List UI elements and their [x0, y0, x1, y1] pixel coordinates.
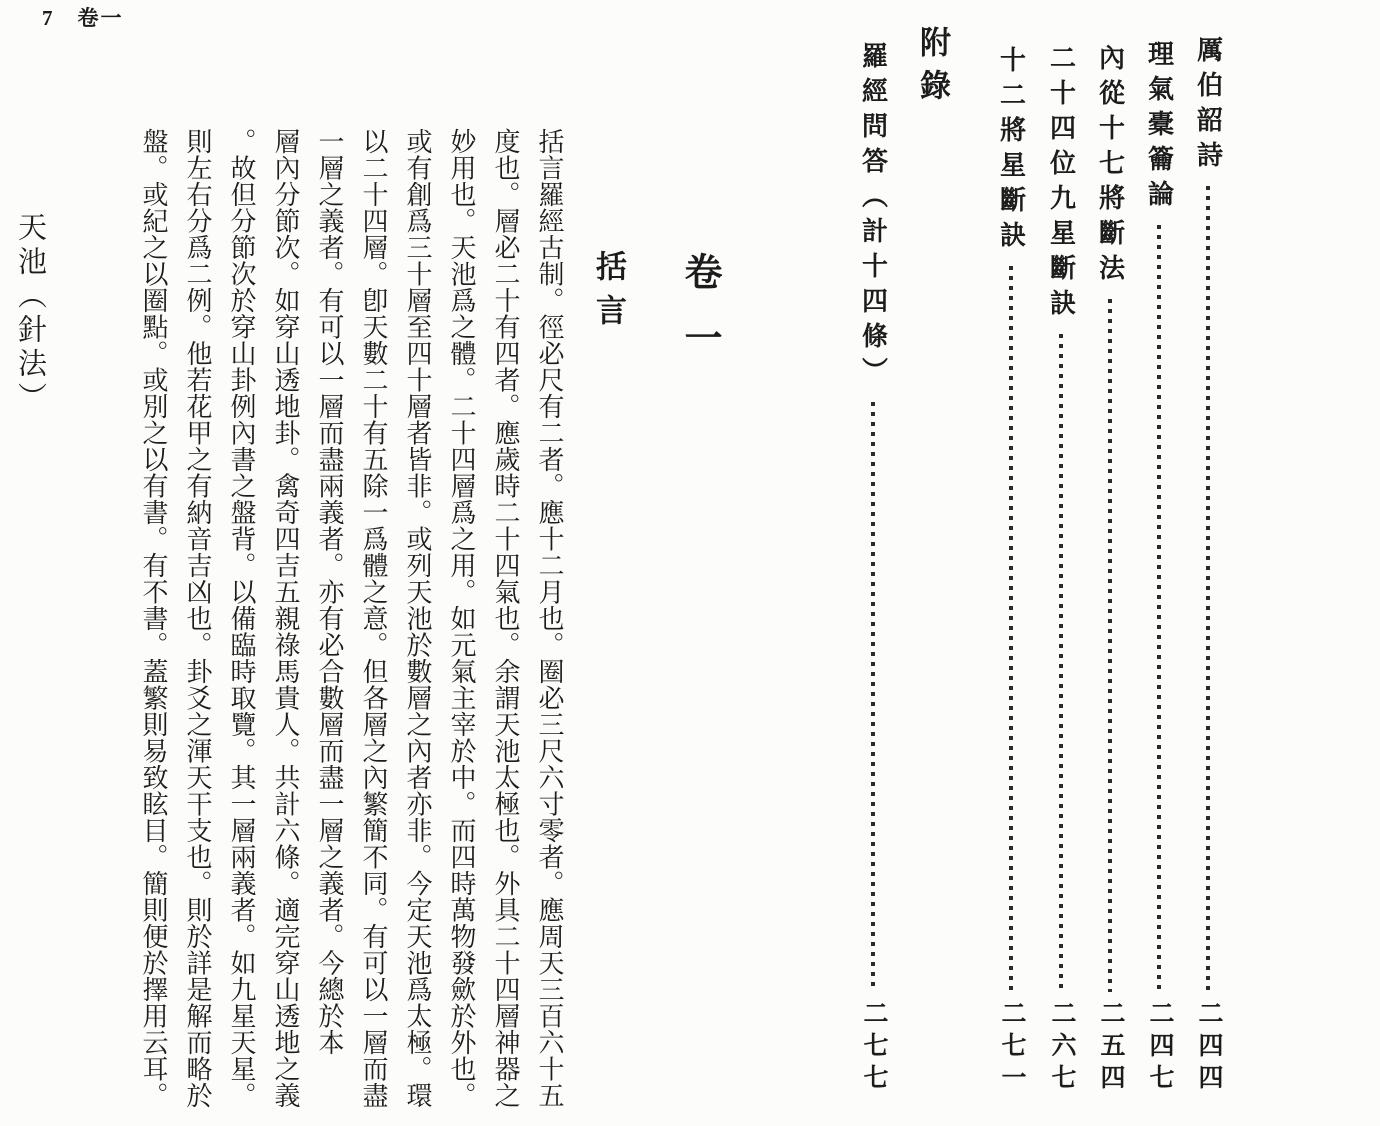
toc-page-number: 二六七 [1048, 1000, 1075, 1096]
body-text [127, 128, 571, 1114]
appendix-heading: 附錄 [915, 26, 950, 112]
toc-entry [1038, 44, 1084, 1096]
toc-entry-title: 羅經問答（計十四條） [858, 42, 888, 392]
section-heading: 括言 [591, 250, 626, 338]
body-column: 層內分節次。如穿山透地卦。禽奇四吉五親祿馬貴人。共計六條。適完穿山透地之義 [271, 128, 300, 1109]
toc-entry-title: 理氣橐籥論 [1144, 40, 1174, 215]
body-column: 妙用也。天池爲之體。二十四層爲之用。如元氣主宰於中。而四時萬物發歛於外也。 [447, 128, 476, 1109]
body-column: 括言羅經古制。徑必尺有二者。應十二月也。圈必三尺六寸零者。應周天三百六十五 [535, 128, 564, 1109]
toc-page-number: 二七七 [860, 1000, 887, 1096]
toc-page-number: 二四四 [1195, 1000, 1222, 1096]
toc-entry [1136, 40, 1182, 1096]
toc-entry [1087, 44, 1133, 1096]
dotted-leader [1206, 186, 1210, 992]
toc-page-number: 二四七 [1146, 1000, 1173, 1096]
body-column: 度也。層必二十有四者。應歲時二十四氣也。余謂天池太極也。外具二十四層神器之 [491, 128, 520, 1109]
volume-heading: 卷一 [678, 252, 720, 384]
dotted-leader [1059, 334, 1063, 992]
body-column: 以二十四層。卽天數二十有五除一爲體之意。但各層之內繁簡不同。有可以一層而盡 [359, 128, 388, 1109]
dotted-leader [1108, 299, 1112, 992]
toc-entry [850, 42, 896, 1096]
toc-entry-title: 厲伯韶詩 [1193, 36, 1223, 176]
dotted-leader [871, 402, 875, 992]
body-column: 或有創爲三十層至四十層者皆非。或列天池於數層之內者亦非。今定天池爲太極。環 [403, 128, 432, 1109]
toc-entry [988, 46, 1034, 1096]
toc-page-number: 二七一 [998, 1000, 1025, 1096]
toc-page-number: 二五四 [1097, 1000, 1124, 1096]
margin-label: 天池（針法） [14, 212, 46, 416]
toc-entry-title: 十二將星斷訣 [996, 46, 1026, 256]
body-column: 則左右分爲二例。他若花甲之有納音吉凶也。卦爻之渾天干支也。則於詳是解而略於 [183, 128, 212, 1109]
page-header: 7 卷一 [42, 6, 124, 30]
body-column: 。故但分節次於穿山卦例內書之盤背。以備臨時取覽。其一層兩義者。如九星天星。 [227, 128, 256, 1109]
dotted-leader [1157, 225, 1161, 992]
body-column: 一層之義者。有可以一層而盡兩義者。亦有必合數層而盡一層之義者。今總於本 [315, 128, 344, 1056]
body-column: 盤。或紀之以圈點。或別之以有書。有不書。蓋繁則易致眩目。簡則便於擇用云耳。 [139, 128, 168, 1109]
toc-entry [1185, 36, 1231, 1096]
toc-entry-title: 內從十七將斷法 [1095, 44, 1125, 289]
toc-entry-title: 二十四位九星斷訣 [1046, 44, 1076, 324]
dotted-leader [1009, 266, 1013, 992]
